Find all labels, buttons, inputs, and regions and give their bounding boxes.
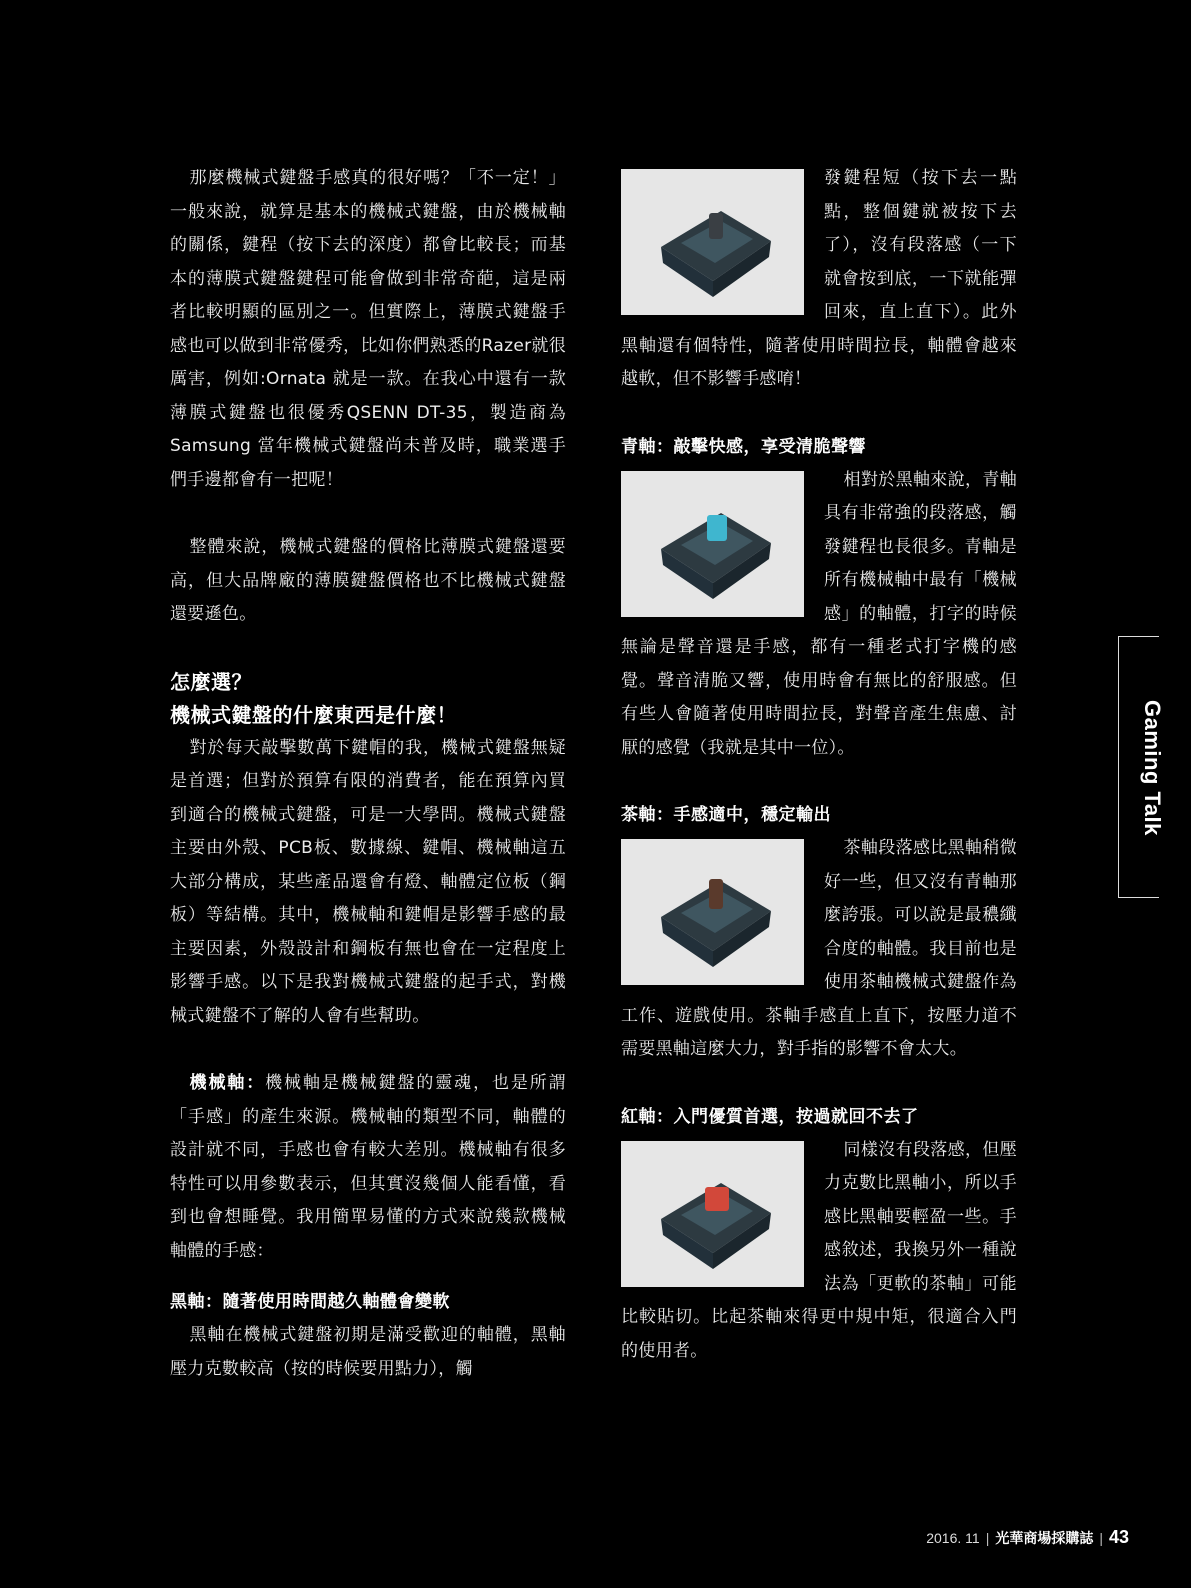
red-switch-heading: 紅軸：入門優質首選，按過就回不去了 (621, 1106, 919, 1127)
blue-switch-paragraph: 相對於黑軸來說，青軸具有非常強的段落感，觸發鍵程也長很多。青軸是所有機械軸中最有「機械感」的軸體，打字的時候無論是聲音還是手感，都有一種老式打字機的感覺。聲音清脆又響，使用時會有無比的舒服感。但有些人會隨著使用時間拉長，對聲音產生焦慮、討厭的感覺（我就是其中一位）。 (621, 469, 1017, 758)
black-switch-photo (621, 169, 804, 315)
red-switch-paragraph: 同樣沒有段落感，但壓力克數比黑軸小，所以手感比黑軸要輕盈一些。手感敘述，我換另外一種說法為「更軟的茶軸」可能比較貼切。比起茶軸來得更中規中矩，很適合入門的使用者。 (621, 1139, 1017, 1361)
left-column (170, 162, 566, 1386)
brown-switch-photo (621, 839, 804, 985)
footer-divider: | (985, 1530, 990, 1546)
brown-switch-heading: 茶軸：手感適中，穩定輸出 (621, 805, 831, 825)
price-paragraph: 整體來說，機械式鍵盤的價格比薄膜式鍵盤還要高，但大品牌廠的薄膜鍵盤價格也不比機械式鍵盤還要遜色。 (170, 537, 566, 624)
parts-paragraph: 對於每天敲擊數萬下鍵帽的我，機械式鍵盤無疑是首選；但對於預算有限的消費者，能在預算內買到適合的機械式鍵盤，可是一大學問。機械式鍵盤主要由外殼、PCB板、數據線、鍵帽、機械軸這五大部分構成，某些產品還會有燈、軸體定位板（鋼板）等結構。其中，機械軸和鍵帽是影響手感的最主要因素，外殼設計和鋼板有無也會在一定程度上影響手感。以下是我對機械式鍵盤的起手式，對機械式鍵盤不了解的人會有些幫助。 (170, 737, 566, 1026)
section-tab-label: Gaming Talk (1140, 700, 1165, 836)
blue-switch-photo (621, 471, 804, 617)
switch-intro-text: 機械軸是機械鍵盤的靈魂，也是所謂「手感」的產生來源。機械軸的類型不同，軸體的設計就不同，手感也會有較大差別。機械軸有很多特性可以用參數表示，但其實沒幾個人能看懂，看到也會想睡覺。我用簡單易懂的方式來說幾款機械軸體的手感： (170, 1073, 566, 1261)
blue-switch-image (621, 471, 804, 617)
intro-paragraph: 那麼機械式鍵盤手感真的很好嗎？「不一定！」一般來說，就算是基本的機械式鍵盤，由於機械軸的關係，鍵程（按下去的深度）都會比較長；而基本的薄膜式鍵盤鍵程可能會做到非常奇葩，這是兩者比較明顯的區別之一。但實際上，薄膜式鍵盤手感也可以做到非常優秀，比如你們熟悉的Razer就很厲害，例如:Ornata 就是一款。在我心中還有一款薄膜式鍵盤也很優秀QSENN DT-35，製造商為Samsung 當年機械式鍵盤尚未普及時，職業選手們手邊都會有一把呢！ (170, 168, 566, 490)
issue-date: 2016. 11 (926, 1530, 980, 1546)
black-stem-icon (709, 213, 723, 239)
blue-stem-icon (707, 515, 727, 541)
black-switch-paragraph: 黑軸在機械式鍵盤初期是滿受歡迎的軸體，黑軸壓力克數較高（按的時候要用點力），觸 (170, 1325, 566, 1379)
red-stem-icon (705, 1187, 729, 1211)
publication-name: 光華商場採購誌 (995, 1530, 1094, 1546)
black-switch-image (621, 169, 804, 315)
blue-switch-heading: 青軸：敲擊快感，享受清脆聲響 (621, 436, 866, 457)
section-heading-parts: 機械式鍵盤的什麼東西是什麼！ (170, 702, 457, 727)
switch-lead-label: 機械軸： (189, 1073, 266, 1093)
switch-intro-paragraph (170, 1067, 566, 1268)
section-heading-how-to-choose: 怎麼選？ (170, 669, 252, 694)
footer-divider-2: | (1099, 1530, 1103, 1546)
brown-stem-icon (709, 879, 723, 909)
red-switch-image (621, 1141, 804, 1287)
red-switch-photo (621, 1141, 804, 1287)
page-number: 43 (1108, 1527, 1129, 1547)
black-switch-continued: 發鍵程短（按下去一點點，整個鍵就被按下去了），沒有段落感（一下就會按到底，一下就能彈回來，直上直下）。此外黑軸還有個特性，隨著使用時間拉長，軸體會越來越軟，但不影響手感唷！ (621, 168, 1017, 389)
black-switch-heading: 黑軸：隨著使用時間越久軸體會變軟 (170, 1292, 450, 1312)
right-column (621, 162, 1017, 1368)
brown-switch-paragraph: 茶軸段落感比黑軸稍微好一些，但又沒有青軸那麼誇張。可以說是最穠纖合度的軸體。我目前也是使用茶軸機械式鍵盤作為工作、遊戲使用。茶軸手感直上直下，按壓力道不需要黑軸這麼大力，對手指的影響不會太大。 (621, 838, 1017, 1059)
brown-switch-image (621, 839, 804, 985)
page-footer (926, 1527, 1129, 1548)
